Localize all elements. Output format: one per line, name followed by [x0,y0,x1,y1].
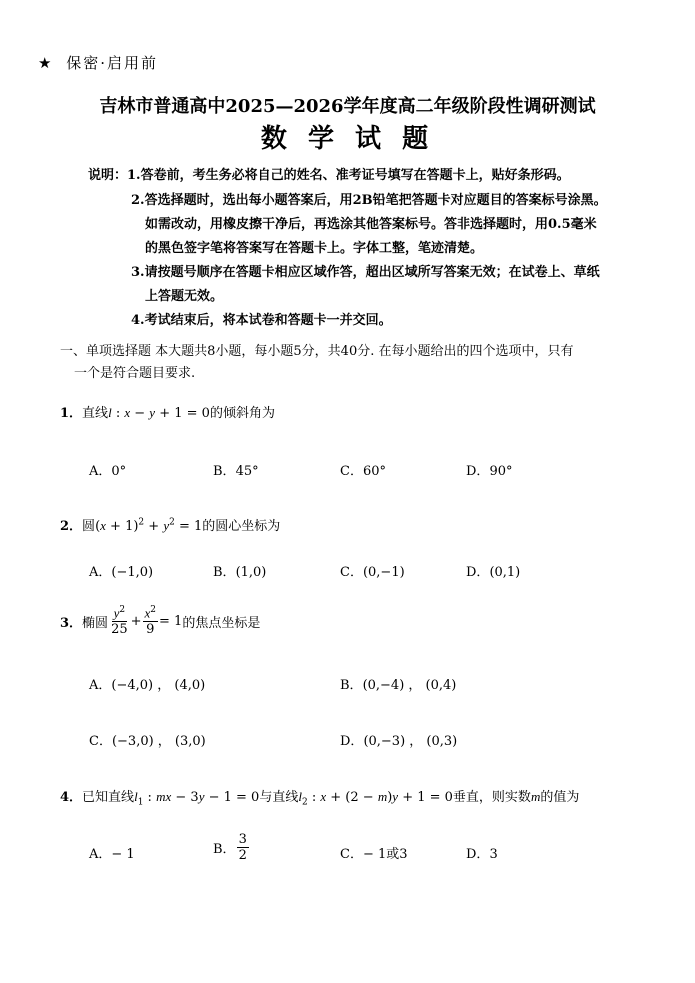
question-3: 3． 椭圆 $\frac{y^2}{25}$ + $\frac{x^2}{9}$ = 1 的焦点坐标是 [60,605,261,638]
option-b[interactable]: B．(0,−4) ， (0,4) [340,678,457,693]
question-number: 2． [60,519,83,534]
star-icon: ★ [38,54,52,72]
option-a[interactable]: A．(−4,0) ， (4,0) [89,678,206,693]
option-c[interactable]: C．(−3,0) ， (3,0) [89,734,206,749]
option-d[interactable]: D．3 [466,847,498,862]
option-d[interactable]: D．(0,1) [466,565,521,580]
note-4: 4.考试结束后，将本试卷和答题卡一并交回。 [131,313,392,328]
option-a[interactable]: A．0° [89,464,127,479]
subject-title: 数 学 试 题 [260,124,435,154]
question-1: 1．直线l : x − y + 1 = 0的倾斜角为 [60,405,275,421]
question-number: 3． [60,615,83,631]
confidential-header [38,52,158,73]
note-2c: 的黑色签字笔将答案写在答题卡上。字体工整，笔迹清楚。 [145,241,484,256]
option-c[interactable]: C．60° [340,464,386,479]
note-1: 1.答卷前，考生务必将自己的姓名、准考证号填写在答题卡上，贴好条形码。 [127,168,570,183]
note-2b: 如需改动，用橡皮擦干净后，再选涂其他答案标号。答非选择题时，用0.5毫米 [145,217,597,232]
section-heading-cont: 一个是符合题目要求. [74,366,196,381]
fraction-3-2: $\frac{3}{2}$ [238,832,247,863]
option-a[interactable]: A．− 1 [89,847,135,862]
question-number: 4． [60,790,83,805]
option-a[interactable]: A．(−1,0) [89,565,154,580]
option-d[interactable]: D．90° [466,464,513,479]
option-c[interactable]: C．− 1或3 [340,847,408,862]
exam-title: 吉林市普通高中2025—2026学年度高二年级阶段性调研测试 [99,96,596,117]
option-d[interactable]: D．(0,−3) ， (0,3) [340,734,458,749]
fraction-x2-9: $\frac{x^2}{9}$ [144,605,157,638]
option-b[interactable]: B． $\frac{3}{2}$ [213,832,247,863]
fraction-y2-25: $\frac{y^2}{25}$ [111,605,128,638]
option-b[interactable]: B．45° [213,464,259,479]
option-c[interactable]: C．(0,−1) [340,565,405,580]
question-2: 2．圆$(x + 1)^2 + y^2 = 1$的圆心坐标为 [60,517,281,534]
note-2a: 2.答选择题时，选出每小题答案后，用2B铅笔把答题卡对应题目的答案标号涂黑。 [131,193,607,208]
confidential-label: 保密·启用前 [66,54,159,72]
question-4: 4．已知直线$l_1$ : mx − 3y − 1 = 0与直线$l_2$ : x + (2 − m)y + 1 = 0垂直，则实数m的值为 [60,789,580,808]
option-b[interactable]: B．(1,0) [213,565,267,580]
note-3b: 上答题无效。 [145,289,224,304]
question-number: 1． [60,406,83,421]
notes-label: 说明： [88,168,128,183]
section-heading: 一、单项选择题 本大题共8小题，每小题5分，共40分. 在每小题给出的四个选项中，只有 [60,344,574,359]
note-3a: 3.请按题号顺序在答题卡相应区域作答，超出区域所写答案无效；在试卷上、草纸 [131,265,600,280]
